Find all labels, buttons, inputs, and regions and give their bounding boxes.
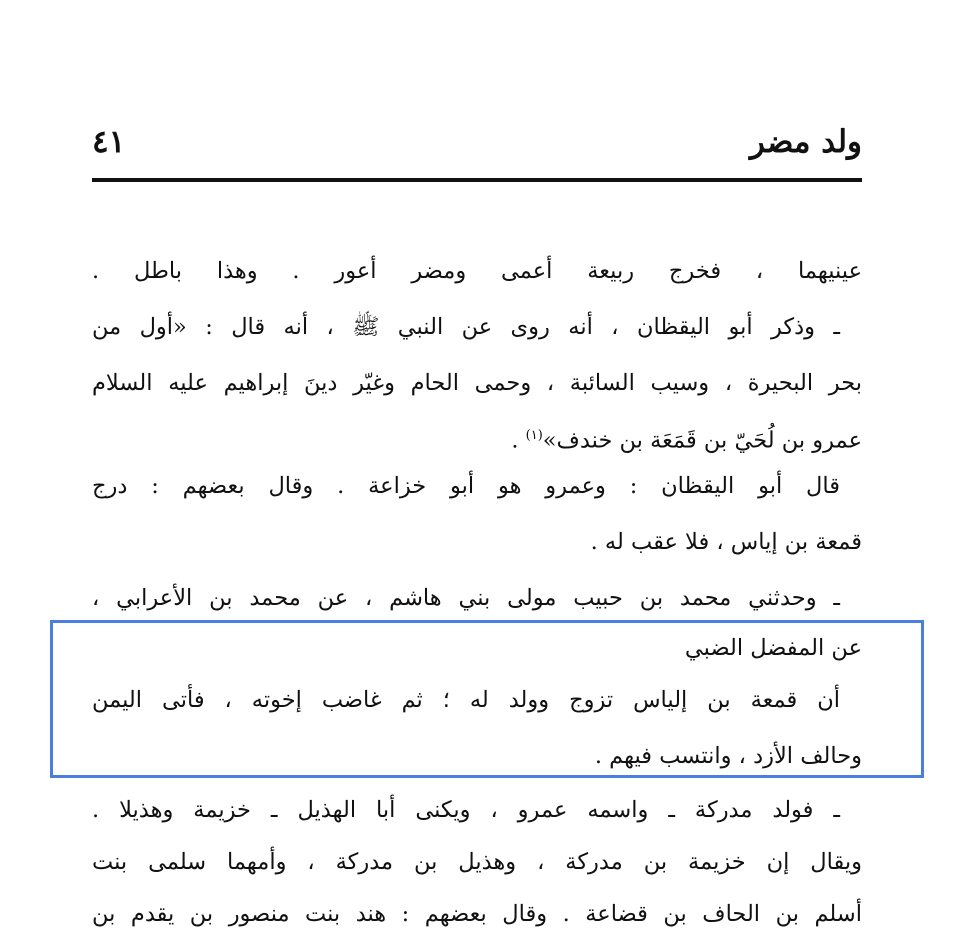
text-line-highlighted: أن قمعة بن إلياس تزوج وولد له ؛ ثم غاضب إخوته ، فأتى اليمن: [92, 687, 840, 713]
text-line: أسلم بن الحاف بن قضاعة . وقال بعضهم : هند بنت منصور بن يقدم بن: [92, 901, 862, 927]
text-line: عينيهما ، فخرج ربيعة أعمى ومضر أعور . وهذا باطل .: [92, 258, 862, 284]
text-line: بحر البحيرة ، وسيب السائبة ، وحمى الحام وغيّر دينَ إبراهيم عليه السلام: [92, 370, 862, 396]
header-rule: [92, 178, 862, 182]
text-line: قال أبو اليقظان : وعمرو هو أبو خزاعة . وقال بعضهم : درج: [92, 473, 840, 499]
text-line: ـ فولد مدركة ـ واسمه عمرو ، ويكنى أبا الهذيل ـ خزيمة وهذيلا .: [92, 797, 840, 823]
running-title: ولد مضر: [749, 124, 862, 160]
text-line-highlighted: وحالف الأزد ، وانتسب فيهم .: [594, 743, 862, 769]
text-line: ويقال إن خزيمة بن مدركة ، وهذيل بن مدركة ، وأمهما سلمى بنت: [92, 849, 862, 875]
text-line-body: عمرو بن لُحَيّ بن قَمَعَة بن خندف»: [542, 427, 862, 454]
text-line: ـ وحدثني محمد بن حبيب مولى بني هاشم ، عن محمد بن الأعرابي ،: [92, 585, 840, 611]
text-line: قمعة بن إياس ، فلا عقب له .: [590, 529, 862, 555]
text-line-with-footnote: [92, 414, 862, 458]
page-number: ٤١: [92, 124, 126, 160]
footnote-marker: (١): [525, 428, 543, 443]
text-line-tail: .: [511, 427, 526, 454]
page-header: [92, 118, 862, 178]
text-line: ـ وذكر أبو اليقظان ، أنه روى عن النبي ﷺ ، أنه قال : «أول من: [92, 314, 840, 340]
text-line-highlighted: عن المفضل الضبي: [684, 635, 862, 661]
